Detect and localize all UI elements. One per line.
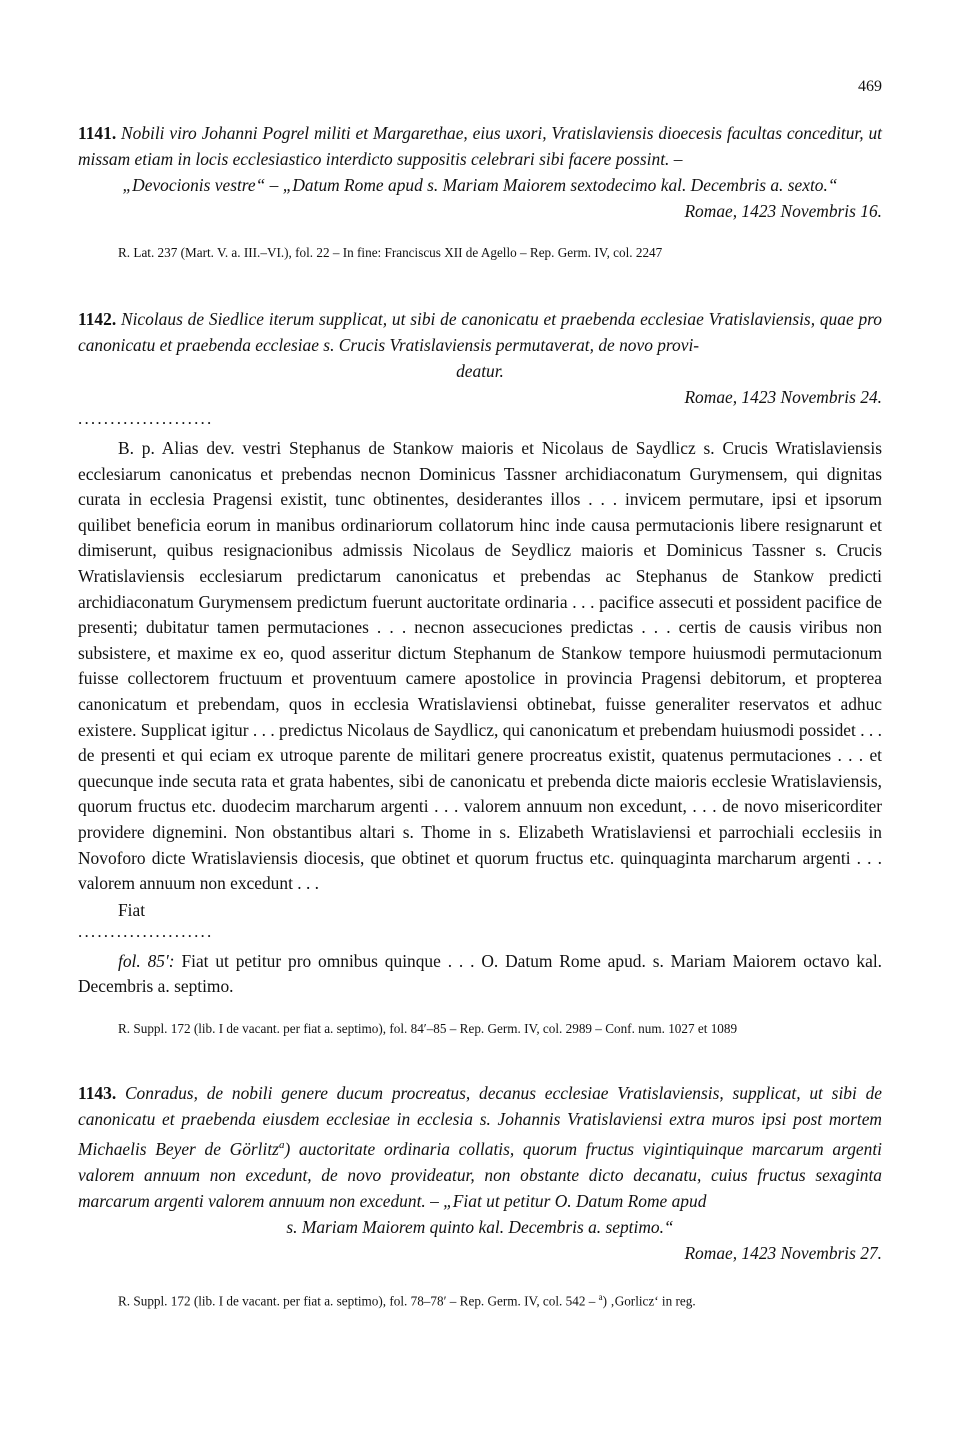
ellipsis-dots-2: ..................... bbox=[78, 921, 214, 941]
regest-1142-end: deatur. bbox=[456, 361, 504, 381]
note-1142: R. Suppl. 172 (lib. I de vacant. per fiat a. septimo), fol. 84′–85 – Rep. Germ. IV, col. 2989 – Conf. num. 1027 et 1089 bbox=[118, 1020, 738, 1036]
date-1141: Romae, 1423 Novembris 16. bbox=[684, 201, 882, 221]
note-1143 bbox=[118, 1288, 882, 1310]
note-footnote-mark: a bbox=[598, 1291, 603, 1302]
regest-text-cont: ) auctoritate ordinaria collatis, quorum fructus vigintiquinque marcarum argenti valorem annuum non excedunt, de novo provideatur, non obstante dicto decanatu, cuius fructus sexaginta marcarum argenti valorem annuum non excedunt. – „Fiat ut petitur O. Datum Rome apud bbox=[78, 1138, 883, 1211]
fiat-1142: Fiat bbox=[118, 899, 146, 920]
entry-number: 1143. bbox=[78, 1082, 117, 1103]
regest-1142 bbox=[78, 306, 882, 358]
regest-1141 bbox=[78, 120, 882, 172]
entry-1141 bbox=[78, 120, 882, 262]
date-1142: Romae, 1423 Novembris 24. bbox=[684, 387, 882, 407]
regest-text: Nicolaus de Siedlice iterum supplicat, ut sibi de canonicatu et praebenda ecclesiae Vratislaviensis, quae pro canonicatu et praebenda ecclesiae s. Crucis Vratislaviensis permutaverat, de novo provi- bbox=[78, 309, 882, 355]
supplication-text-1142: B. p. Alias dev. vestri Stephanus de Stankow maioris et Nicolaus de Saydlicz s. Crucis Wratislaviensis ecclesiarum canonicatus et prebendas necnon Dominicus Tassner archidiaconatum Gurymensem, qui dignitas curata in ecclesia Pragensi existit, tunc obtinentes, desiderantes illos . . . invicem permutare, ipsi et ipsorum quilibet beneficia eorum in manibus ordinariorum collatorum hinc inde causa permutacionis libere resignarunt et dimiserunt, quibus resignacionibus admissis Nicolaus de Seydlicz maioris et Dominicus Tassner s. Crucis Wratislaviensis ecclesiarum predictarum canonicatus et prebendas ac Stephanus de Stankow predicti archidiaconatum Gurymensem predictum fuerunt auctoritate ordinaria . . . pacifice assecuti et possident pacifice de presenti; dubitatur tamen permutaciones . . . necnon assecuciones predictas . . . certis de causis viribus non subsistere, et maxime ex eo, quod asseritur dictum Stephanum de Stankow tempore huiusmodi permutacionum fuisse collectorem fructuum et proventuum camere apostolice in provincia Pragensi debitorum, et propterea canonicatum et prebendam, quos in ecclesia Wratislaviensi obtinebat, fuisse generaliter reservatos et adhuc existere. Supplicat igitur . . . predictus Nicolaus de Saydlicz, qui canonicatum et prebendam huiusmodi possidet . . . de presenti et qui eciam ex utroque parente de militari genere procreatus existit, quatenus permutaciones . . . et quecunque inde secuta rata et grata habentes, sibi de canonicatu et prebenda dicte maioris ecclesie Wratislaviensis, quorum fructus etc. duodecim marcharum argenti . . . valorem annuum non excedunt, . . . de novo misericorditer providere dignemini. Non obstantibus altari s. Thome in s. Elizabeth Wratislaviensi et parrochiali ecclesiis in Novoforo dicte Wratislaviensis diocesis, que obtinet et quorum fructus etc. quinquaginta marcharum argenti . . . valorem annuum non excedunt . . . bbox=[78, 438, 882, 894]
footnote-mark: a bbox=[278, 1138, 285, 1151]
page-content bbox=[78, 120, 882, 1310]
fol-paragraph-1142 bbox=[78, 949, 882, 1000]
note-1141: R. Lat. 237 (Mart. V. a. III.–VI.), fol. 22 – In fine: Franciscus XII de Agello – Rep. Germ. IV, col. 2247 bbox=[118, 245, 663, 260]
ellipsis-dots: ..................... bbox=[78, 409, 214, 428]
regest-1141-quote: „Devocionis vestre“ – „Datum Rome apud s. Mariam Maiorem sextodecimo kal. Decembris a. sexto.“ bbox=[122, 175, 838, 195]
fol-text: Fiat ut petitur pro omnibus quinque . . . O. Datum Rome apud. s. Mariam Maiorem octavo kal. Decembris a. septimo. bbox=[78, 950, 882, 997]
date-1143: Romae, 1423 Novembris 27. bbox=[684, 1242, 882, 1263]
regest-text: Nobili viro Johanni Pogrel militi et Margarethae, eius uxori, Vratislaviensis dioecesis facultas conceditur, ut missam etiam in locis ecclesiastico interdicto suppositis celebrari sibi facere possint. – bbox=[78, 123, 882, 169]
fol-label: fol. 85′: bbox=[118, 950, 175, 971]
entry-number: 1142. bbox=[78, 309, 117, 329]
note-text: R. Suppl. 172 (lib. I de vacant. per fiat a. septimo), fol. 78–78′ – Rep. Germ. IV, col. 542 – bbox=[118, 1293, 599, 1309]
entry-number: 1141. bbox=[78, 123, 117, 143]
regest-1143 bbox=[78, 1080, 882, 1214]
regest-1143-quote: s. Mariam Maiorem quinto kal. Decembris a. septimo.“ bbox=[286, 1216, 674, 1237]
page-number: 469 bbox=[858, 78, 882, 95]
regest-text: Conradus, de nobili genere ducum procreatus, decanus ecclesiae Vratislaviensis, supplicat, ut sibi de canonicatu et praebenda eiusdem ecclesiae in ecclesia s. Johannis Vratislaviensi extra muros ipsi post mortem Michaelis Beyer de Görlitz bbox=[78, 1082, 882, 1159]
entry-1143 bbox=[78, 1080, 882, 1310]
entry-1142 bbox=[78, 306, 882, 1038]
note-text-cont: ) ‚Gorlicz‘ in reg. bbox=[602, 1293, 696, 1309]
